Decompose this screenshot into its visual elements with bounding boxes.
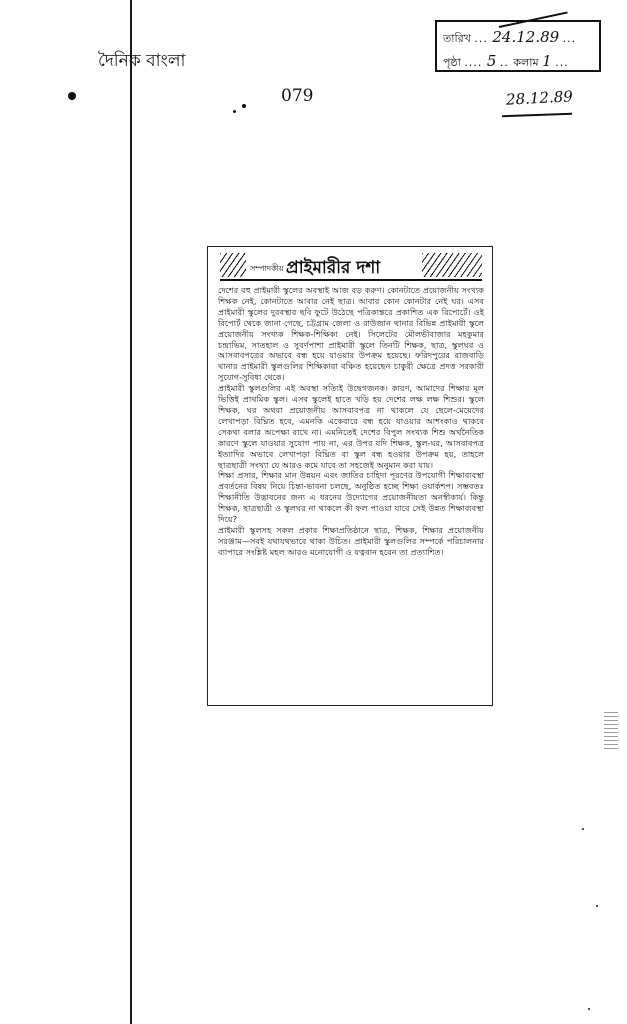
scan-speck (596, 905, 598, 907)
newspaper-clipping (207, 246, 493, 706)
headline-hatch-decoration (422, 253, 482, 277)
page-margin-line (130, 0, 132, 1024)
stamp-column-label: কলাম (513, 56, 539, 69)
article-paragraph: প্রাইমারী স্কুলগুলির এই অবস্থা সত্যিই উদ্বেগজনক। কারণ, আমাদের শিক্ষার মূল ভিত্তিই প্রাথমিক স্কুল। এসব স্কুলেই হাতে খড়ি হয় দেশের লক্ষ লক্ষ শিশুর। স্কুলে শিক্ষক, ঘর অথবা প্রয়োজনীয় আসবাবপত্র না থাকলে যে ছেলে-মেয়েদের লেখাপড়া বিঘ্নিত হবে, এমনকি একেবারে বন্ধ হয়ে যাওয়ার আশংকাও থাকবে সেকথা বলার অপেক্ষা রাখে না। এমনিতেই দেশের বিপুল সংখ্যক শিশু অর্থনৈতিক কারণে স্কুলে যাওয়ার সুযোগ পায় না, এর উপর যদি শিক্ষক, স্কুল-ঘর, আসবাবপত্র ইত্যাদির অভাবে লেখাপড়া বিঘ্নিত বা স্কুল বন্ধ হওয়ার উপক্রম হয়, তাহলে ছাত্রছাত্রী সংখ্যা যে আরও কমে যাবে তা সহজেই অনুমান করা যায়। (218, 383, 484, 470)
stamp-page-label: পৃষ্ঠা (443, 56, 461, 69)
stamp-page-row: পৃষ্ঠা .... 5 .. কলাম 1 ... (443, 52, 569, 70)
ink-speck (233, 110, 236, 113)
handwritten-date-underline (502, 113, 572, 117)
headline-hatch-decoration (220, 253, 246, 277)
article-paragraph: শিক্ষা প্রসার, শিক্ষার মান উন্নয়ন এবং জাতির চাহিদা পূরণের উপযোগী শিক্ষাব্যবস্থা প্রবর্তনের বিষয় নিয়ে চিন্তা-ভাবনা চলছে, অনুষ্ঠিত হচ্ছে শিক্ষা ওয়ার্কশপ। সম্ভবতঃ শিক্ষানীতি উদ্ভাবনের জন্য এ ধরনের উদ্যোগের প্রয়োজনীয়তা অনস্বীকার্য। কিন্তু শিক্ষক, ছাত্রছাত্রী ও স্কুলঘর না থাকলে কী ফল পাওয়া যাবে সেই উন্নত শিক্ষাব্যবস্থা দিয়ে? (218, 470, 484, 525)
stamp-date-value: 24.12.89 (492, 28, 560, 46)
article-body (218, 285, 484, 558)
stamp-column-value: 1 (542, 52, 552, 70)
stamp-page-value: 5 (486, 52, 497, 70)
archive-page-number: 079 (281, 86, 314, 106)
scan-speck (582, 828, 584, 830)
article-paragraph: দেশের বহু প্রাইমারী স্কুলের অবস্থাই আজ বড় করুণ। কোনটাতে প্রয়োজনীয় সংখ্যক শিক্ষক নেই, কোনটাতে আবার নেই ছাত্র। আবার কোন কোনটার নেই ঘর। এসব প্রাইমারী স্কুলের দুরবস্থার ছবি ফুটে উঠেছে পত্রিকান্তরে প্রকাশিত এক রিপোর্টে। ওই রিপোর্ট থেকে জানা গেছে, চট্টগ্রাম জেলা ও রাউজান থানার বিভিন্ন প্রাইমারী স্কুলে প্রয়োজনীয় সংখ্যক শিক্ষক-শিক্ষিকা নেই। সিলেটের মৌলভীবাজার মহকুমার চন্দ্রাভিম, সাতহাল ও সুবর্ণপাশা প্রাইমারী স্কুলে তিনটি শিক্ষক, ছাত্র, স্কুলঘর ও আসবাবপত্রের অভাবে বন্ধ হয়ে যাওয়ার উপক্রম হয়েছে। ফরিদপুরের রাজবাড়ি থানার প্রাইমারী স্কুলগুলির শিক্ষিকারা বঞ্চিত হয়েছেন চাকুরী ক্ষেত্রে প্রদত্ত সরকারী সুযোগ-সুবিধা থেকে। (218, 285, 484, 383)
newspaper-source-name: দৈনিক বাংলা (98, 51, 186, 71)
scan-speck (588, 1008, 590, 1010)
stamp-date-label: তারিখ (443, 32, 471, 45)
stamp-date-row: তারিখ ... 24.12.89 ... (443, 28, 577, 46)
archive-stamp-box (435, 20, 601, 72)
ink-speck (242, 104, 246, 108)
article-headline-bar (220, 253, 482, 281)
scan-noise (604, 712, 618, 752)
article-headline: প্রাইমারীর দশা (286, 258, 381, 278)
article-kicker: সম্পাদকীয় (250, 264, 284, 273)
handwritten-date: 28.12.89 (505, 87, 574, 109)
date-strike-line (499, 11, 568, 28)
article-paragraph: প্রাইমারী স্কুলসহ সকল প্রকার শিক্ষাপ্রতিষ্ঠানে ছাত্র, শিক্ষক, শিক্ষার প্রয়োজনীয় সরঞ্জাম—সবই যথাযথভাবে থাকা উচিত। প্রাইমারী স্কুলগুলির সম্পর্কে পরিচালনার ব্যাপারে সংশ্লিষ্ট মহল আরও মনোযোগী ও যত্নবান হবেন তা প্রত্যাশিত। (218, 524, 484, 557)
ink-blot (68, 92, 76, 100)
